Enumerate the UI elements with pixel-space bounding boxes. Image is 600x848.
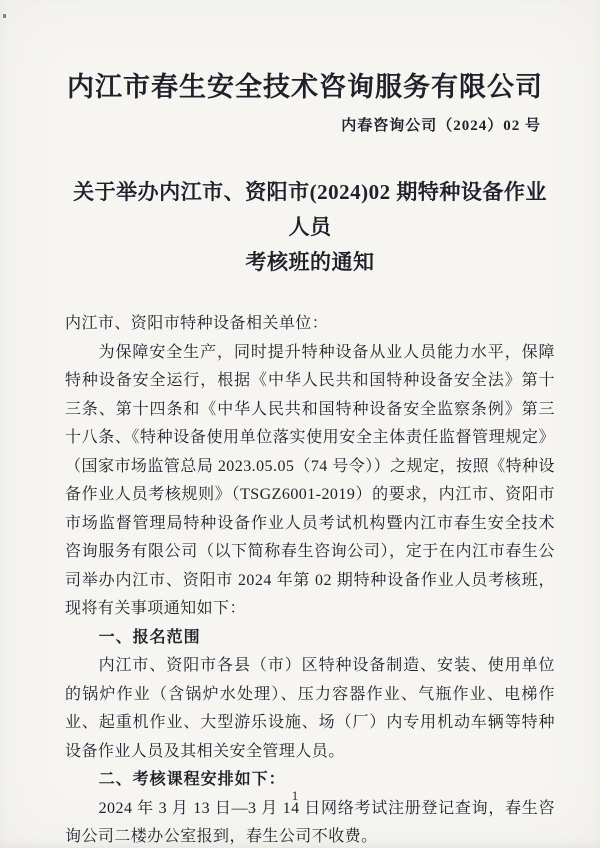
paragraph-course-schedule: 2024 年 3 月 13 日—3 月 14 日网络考试注册登记查询，春生咨询公司二楼办公室报到，春生公司不收费。 (65, 799, 555, 845)
paragraph-intro: 为保障安全生产，同时提升特种设备从业人员能力水平，保障特种设备安全运行，根据《中华人民共和国特种设备安全法》第十三条、第十四条和《中华人民共和国特种设备安全监察条例》第三十八条、《特种设备使用单位落实使用安全主体责任监督管理规定》（国家市场监管总局 2023.05.05（74 号令））之规定，按照《特种设备作业人员考核规则》（TSGZ6001-2019）的要求，内江市、资阳市市场监督管理局特种设备作业人员考试机构暨内江市春生安全技术咨询服务有限公司（以下简称春生咨询公司），定于在内江市春生公司举办内江市、资阳市 2024 年第 02 期特种设备作业人员考核班，现将有关事项通知如下： (65, 343, 555, 617)
notice-title-line-1: 关于举办内江市、资阳市(2024)02 期特种设备作业人员 (73, 180, 547, 239)
scan-artifact-speck (3, 14, 6, 18)
section-heading-1-registration-scope: 一、报名范围 (98, 628, 201, 646)
notice-title (65, 175, 555, 280)
document-number: 内春咨询公司（2024）02 号 (341, 118, 541, 134)
paragraph-registration-scope: 内江市、资阳市各县（市）区特种设备制造、安装、使用单位的锅炉作业（含锅炉水处理）、压力容器作业、气瓶作业、电梯作业、起重机作业、大型游乐设施、场（厂）内专用机动车辆等特种设备作业人员及其相关安全管理人员。 (65, 657, 555, 760)
page-number: 1 (291, 788, 299, 803)
salutation: 内江市、资阳市特种设备相关单位： (65, 315, 329, 332)
company-header: 内江市春生安全技术咨询服务有限公司 (67, 72, 543, 102)
document-body (65, 310, 555, 848)
notice-title-line-2: 考核班的通知 (245, 250, 375, 274)
section-heading-2-course-schedule: 二、考核课程安排如下： (98, 771, 286, 788)
